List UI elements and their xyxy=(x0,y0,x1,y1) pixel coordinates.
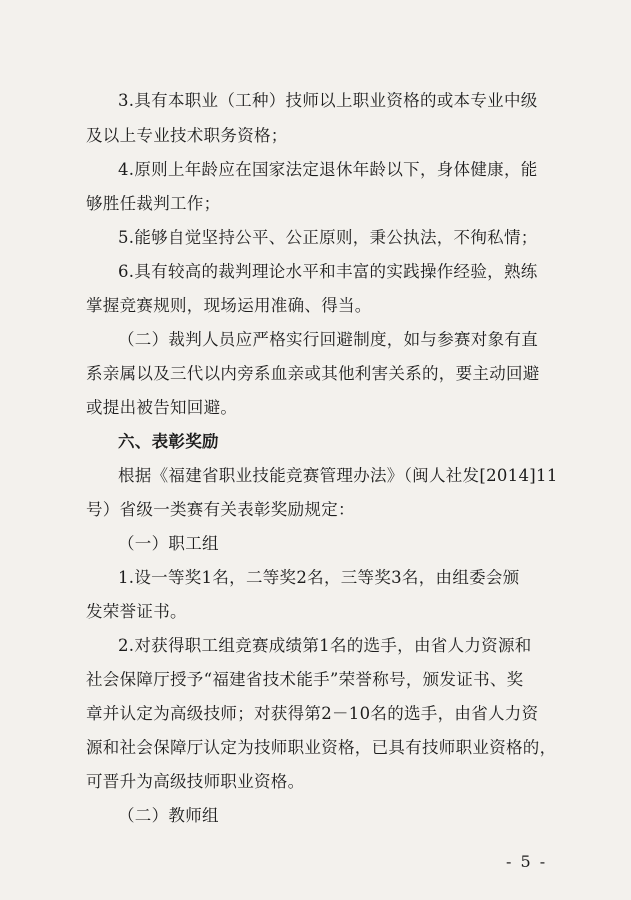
paragraph-line: 6.具有较高的裁判理论水平和丰富的实践操作经验，熟练 xyxy=(118,262,538,281)
paragraph-line: 可晋升为高级技师职业资格。 xyxy=(86,772,305,791)
subsection-heading: （一）职工组 xyxy=(118,534,219,553)
paragraph-line: 发荣誉证书。 xyxy=(86,602,187,621)
paragraph-line: （二）裁判人员应严格实行回避制度，如与参赛对象有直 xyxy=(118,330,538,349)
paragraph-line: 根据《福建省职业技能竞赛管理办法》（闽人社发[2014]11 xyxy=(118,466,558,485)
paragraph-line: 社会保障厅授予“福建省技术能手”荣誉称号，颁发证书、奖 xyxy=(86,670,524,689)
subsection-heading: （二）教师组 xyxy=(118,806,219,825)
paragraph-line: 1.设一等奖1名，二等奖2名，三等奖3名，由组委会颁 xyxy=(118,568,520,587)
paragraph-line: 5.能够自觉坚持公平、公正原则，秉公执法，不徇私情； xyxy=(118,228,538,247)
paragraph-line: 章并认定为高级技师；对获得第2－10名的选手，由省人力资 xyxy=(86,704,539,723)
paragraph-line: 3.具有本职业（工种）技师以上职业资格的或本专业中级 xyxy=(118,91,538,110)
paragraph-line: 2.对获得职工组竞赛成绩第1名的选手，由省人力资源和 xyxy=(118,636,532,655)
paragraph-line: 源和社会保障厅认定为技师职业资格，已具有技师职业资格的， xyxy=(86,738,556,757)
paragraph-line: 或提出被告知回避。 xyxy=(86,398,238,417)
section-heading: 六、表彰奖励 xyxy=(118,432,219,451)
paragraph-line: 掌握竞赛规则，现场运用准确、得当。 xyxy=(86,296,372,315)
paragraph-line: 及以上专业技术职务资格； xyxy=(86,126,288,145)
paragraph-line: 号）省级一类赛有关表彰奖励规定： xyxy=(86,500,355,519)
page-number: - 5 - xyxy=(506,852,548,871)
paragraph-line: 4.原则上年龄应在国家法定退休年龄以下，身体健康，能 xyxy=(118,160,538,179)
paragraph-line: 系亲属以及三代以内旁系血亲或其他利害关系的，要主动回避 xyxy=(86,364,540,383)
paragraph-line: 够胜任裁判工作； xyxy=(86,194,221,213)
